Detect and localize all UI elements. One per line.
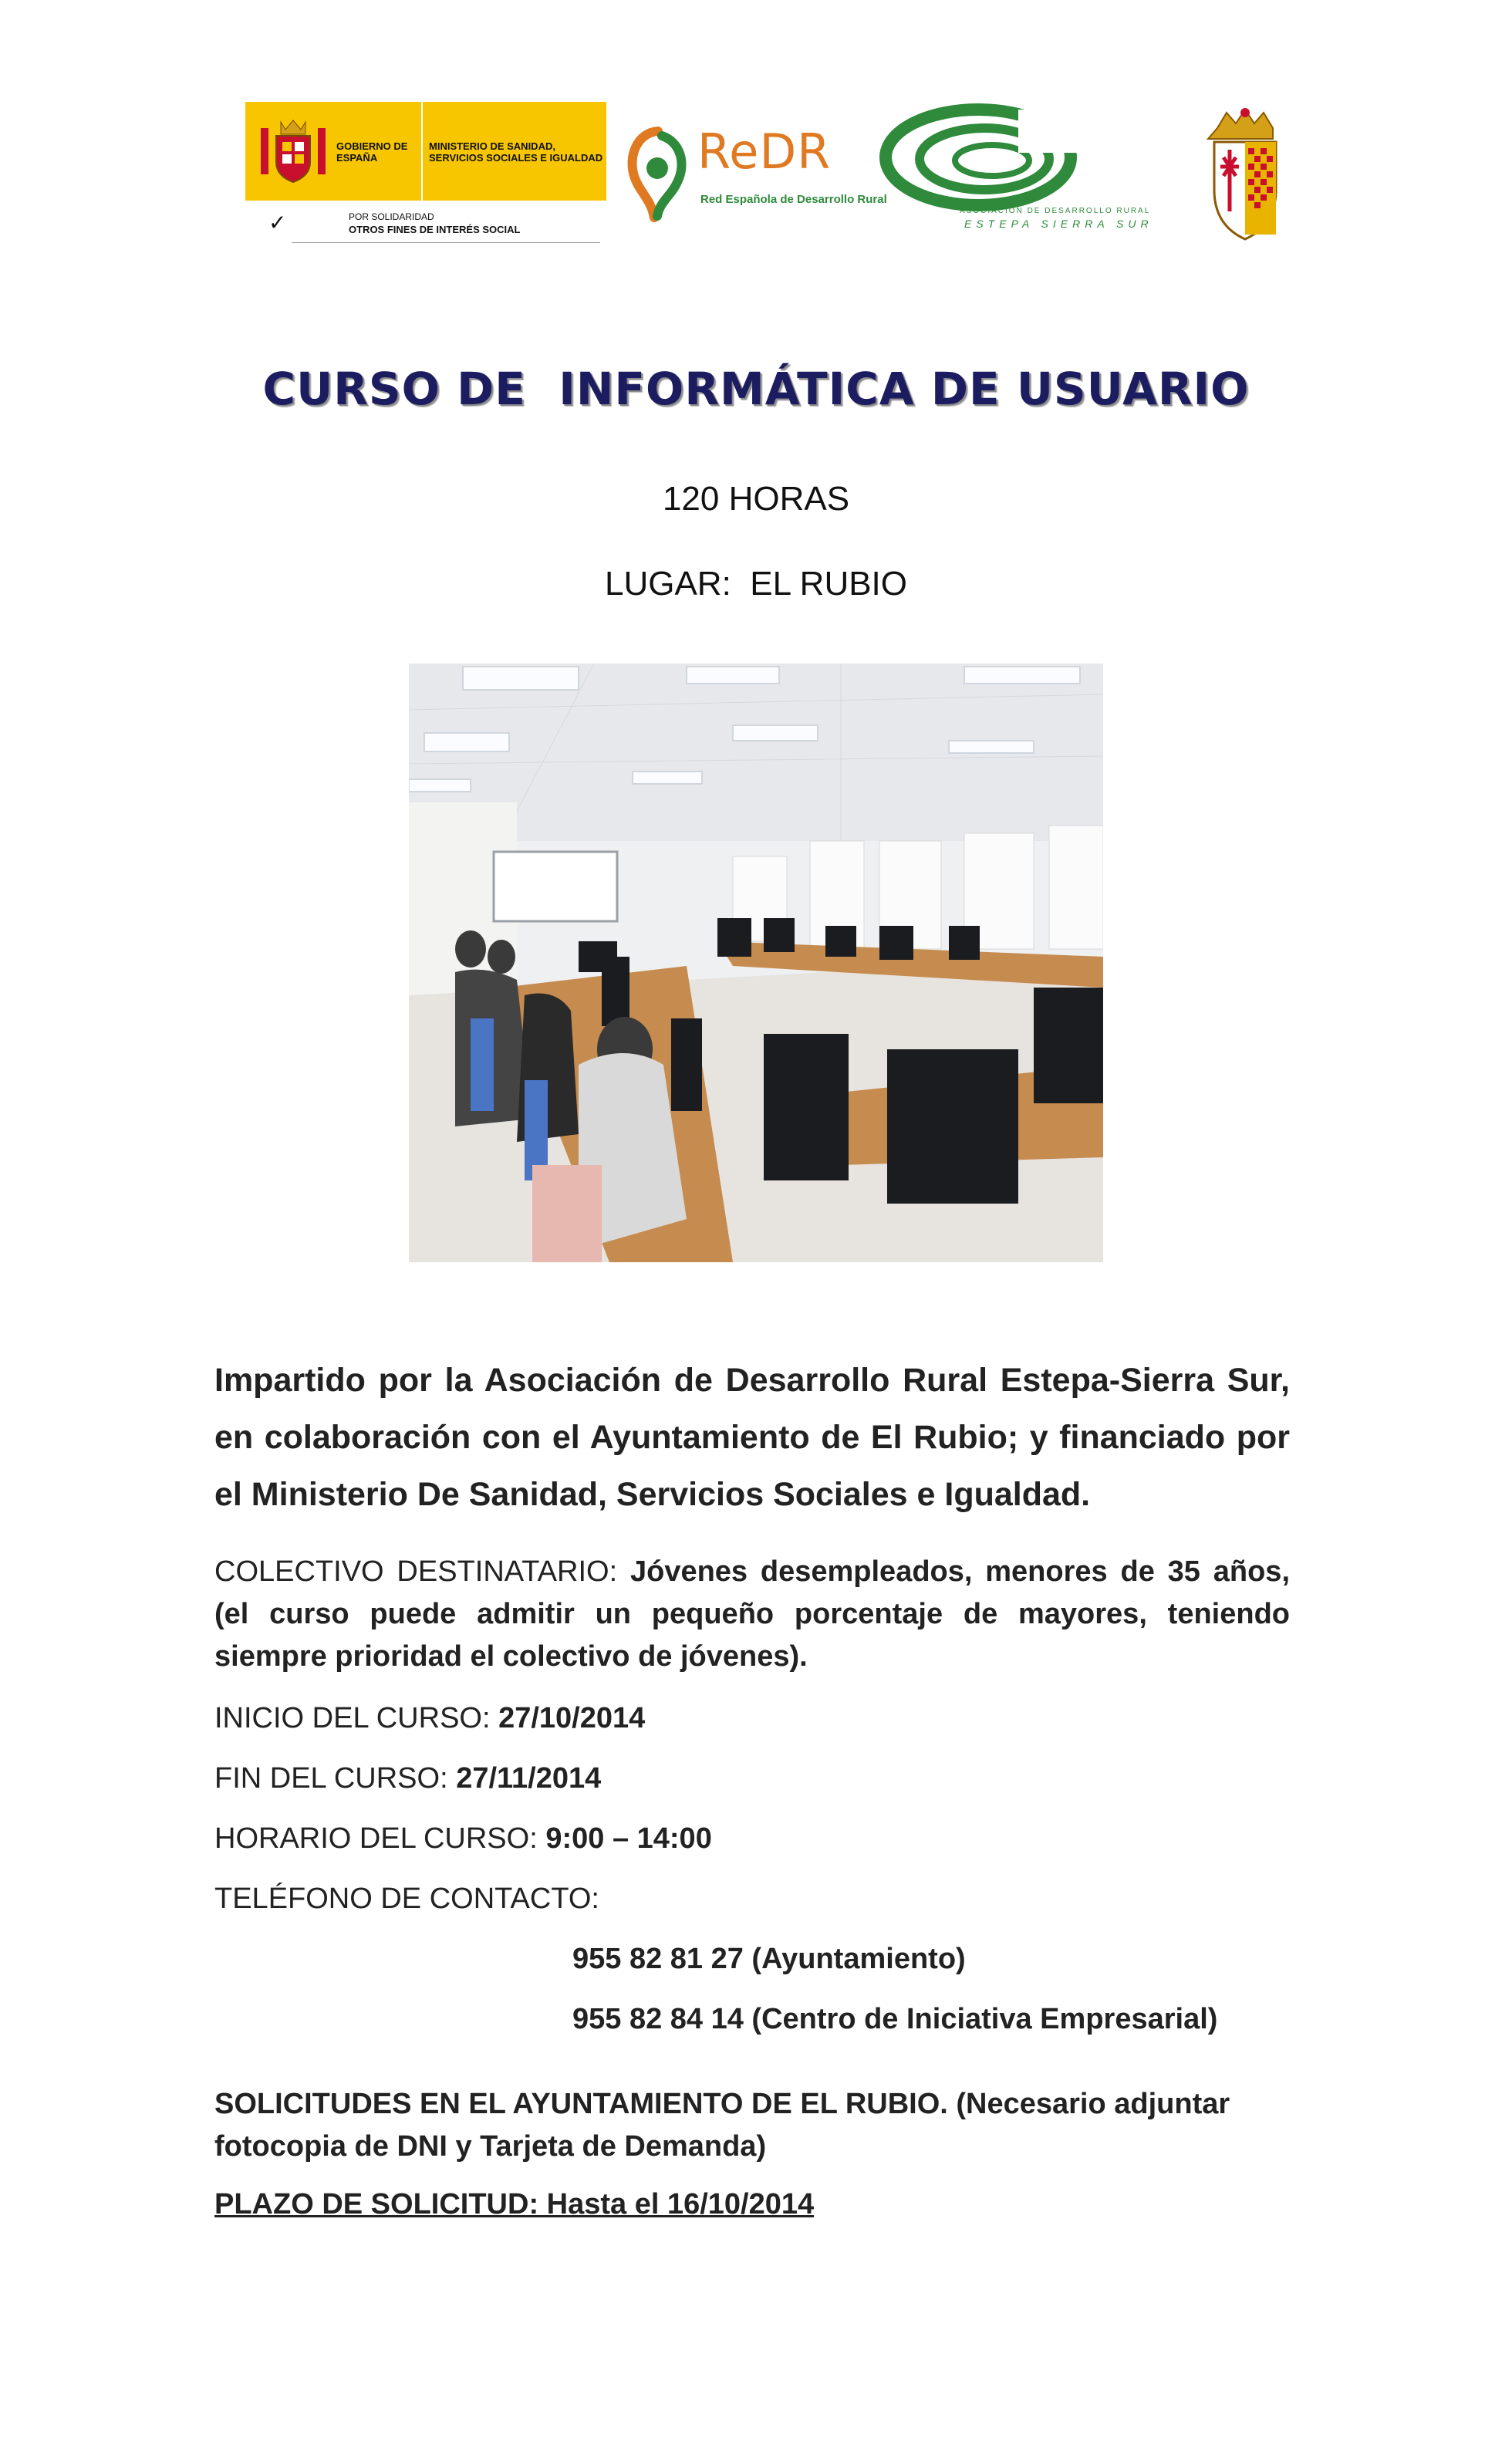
horario-label: HORARIO DEL CURSO: [214,1822,546,1855]
colectivo-label: COLECTIVO DESTINATARIO: [214,1555,630,1588]
logo-strip [245,102,1310,256]
telefono-row [214,1883,599,1916]
spain-coat-of-arms-icon [256,113,330,190]
inicio-label: INICIO DEL CURSO: [214,1702,499,1734]
adr-label: ASOCIACIÓN DE DESARROLLO RURAL [960,207,1151,215]
fin-row [214,1762,601,1795]
fin-label: FIN DEL CURSO: [214,1762,457,1795]
solidaridad-box [268,205,600,243]
phone-ayuntamiento: 955 82 81 27 (Ayuntamiento) [572,1943,966,1975]
redr-name: ReDR [697,123,832,180]
adr-estepa-logo [879,102,1165,241]
ministerio-label: MINISTERIO DE SANIDAD, SERVICIOS SOCIALES E IGUALDAD [429,140,603,164]
check-icon: ✓ [268,211,287,235]
gobierno-divider [421,102,423,201]
course-location: LUGAR: EL RUBIO [604,565,908,603]
colectivo-value: Jóvenes desempleados, menores de 35 años, (el curso puede admitir un pequeño porcentaje de mayores, teniendo siempre prioridad el colectivo de jóvenes). [214,1555,1290,1673]
phone-centro-iniciativa: 955 82 84 14 (Centro de Iniciativa Empresarial) [572,2003,1218,2035]
redr-logo [623,117,887,233]
horario-value: 9:00 – 14:00 [545,1822,712,1855]
course-title: CURSO DE INFORMÁTICA DE USUARIO [262,363,1250,415]
course-hours: 120 HORAS [662,480,850,518]
classroom-photo [409,664,1103,1262]
intro-paragraph: Impartido por la Asociación de Desarrollo Rural Estepa-Sierra Sur, en colaboración con el Ayuntamiento de El Rubio; y financiado por el Ministerio De Sanidad, Servicios Sociales e Igualdad. [214,1362,1290,1513]
el-rubio-coat-of-arms-icon [1207,102,1284,248]
inicio-row [214,1702,645,1735]
plazo-solicitud: PLAZO DE SOLICITUD: Hasta el 16/10/2014 [214,2188,815,2220]
redr-emblem-icon [623,125,693,224]
redr-subtitle: Red Española de Desarrollo Rural [700,193,887,206]
solicitudes-paragraph: SOLICITUDES EN EL AYUNTAMIENTO DE EL RUBIO. (Necesario adjuntar fotocopia de DNI y Tarjeta de Demanda) [214,2088,1230,2163]
solidaridad-label: POR SOLIDARIDAD [349,211,434,222]
horario-row [214,1822,712,1856]
fines-label: OTROS FINES DE INTERÉS SOCIAL [349,224,521,235]
gobierno-label: GOBIERNO DE ESPAÑA [336,140,408,164]
adr-region-label: ESTEPA SIERRA SUR [964,218,1153,230]
telefono-label: TELÉFONO DE CONTACTO: [214,1883,599,1915]
colectivo-paragraph [214,1551,1290,1678]
inicio-value: 27/10/2014 [498,1702,646,1734]
gobierno-espana-logo [245,102,606,242]
gobierno-banner [245,102,606,201]
fin-value: 27/11/2014 [456,1762,602,1795]
